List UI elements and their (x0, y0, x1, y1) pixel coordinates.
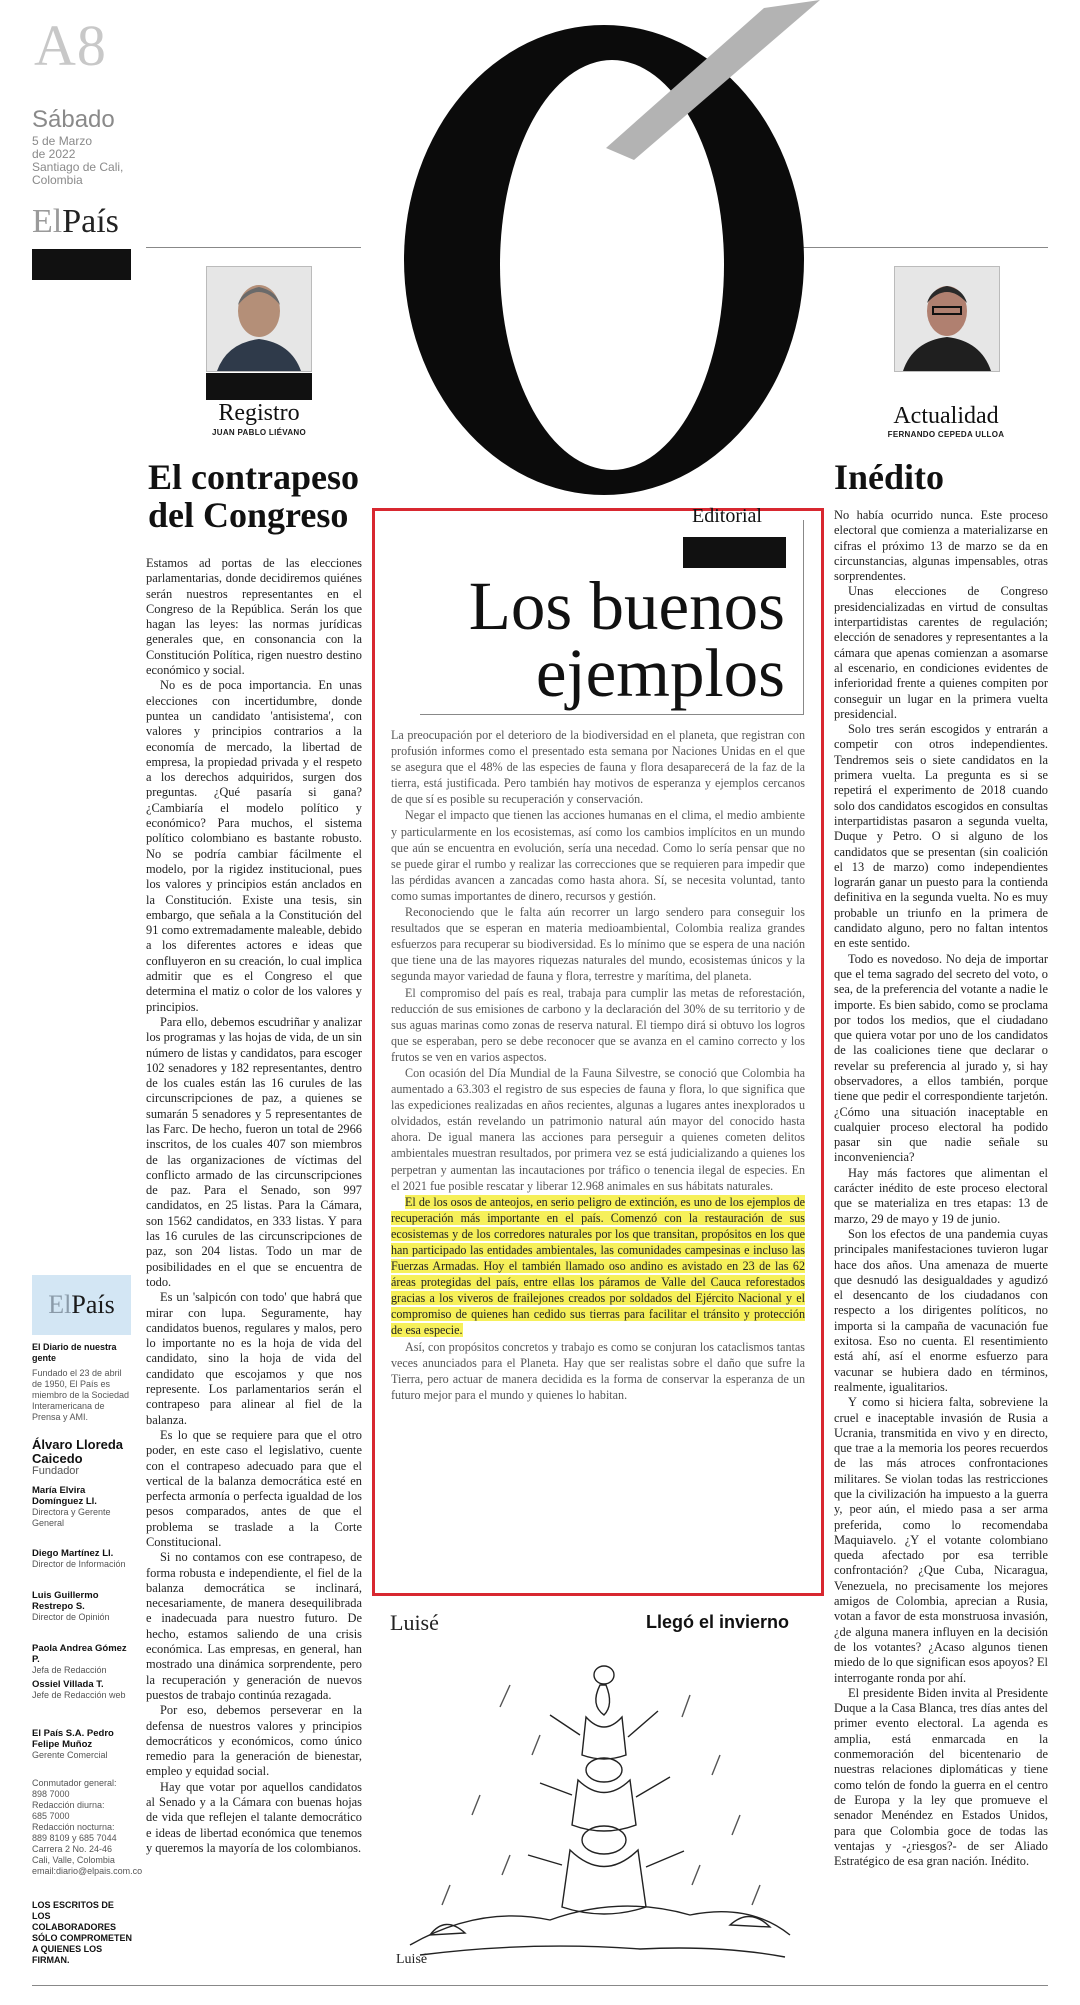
contact-line: Carrera 2 No. 24-46 (32, 1844, 113, 1854)
staff-entry (32, 1643, 132, 1676)
contact-line: Cali, Valle, Colombia (32, 1855, 115, 1865)
issue-date-line: 5 de Marzo (32, 134, 93, 148)
avatar (207, 267, 311, 371)
staff-name: Paola Andrea Gómez P. (32, 1643, 127, 1665)
editorial-frame-rule (420, 714, 804, 715)
contact-line: 685 7000 (32, 1811, 70, 1821)
editorial-title (420, 568, 785, 711)
article-paragraph: Son los efectos de una pandemia cuyas principales manifestaciones tuvieron lugar hace dos años. Una amenaza de muerte que desnudó las desigualdades y agudizó el desencanto de los ciudadanos con respecto a los dirigentes políticos, no importa si la campaña de vacunación fue exitosa. Eso no cuenta. El resentimiento está ahí, así el enorme esfuerzo para vacunar se hubiera dado en términos, realmente, igualitarios. (834, 1226, 1048, 1394)
editorial-lead: La preocupación por el deterioro de la biodiversidad en el planeta, que registran con profusión informes como el presentado esta semana por Naciones Unidas en el que se asegura que el 48% de las especies de fauna y flora desaparecerá de la faz de la tierra, está justificada. Pero también hay motivos de esperanza y ejemplos cercanos de que sí es posible su recuperación y conservación. (391, 728, 805, 807)
cartoon-title: Llegó el invierno (646, 1612, 790, 1632)
highlighted-paragraph (391, 1194, 805, 1339)
issue-date-line: Colombia (32, 173, 83, 187)
article-paragraph: Hay que votar por aquellos candidatos al Senado y a la Cámara con buenas hojas de vida que reflejen el talante democrático e ideas de libertad económica que tenemos y queremos la mayoría de los colombianos. (146, 1779, 362, 1855)
contact-line: Redacción nocturna: (32, 1822, 115, 1832)
columnist-author-left: JUAN PABLO LIÉVANO (212, 428, 306, 437)
staff-entry (32, 1548, 132, 1570)
title-line: Los buenos (468, 568, 785, 644)
right-article-body (834, 508, 1048, 1869)
cartoon-figure (596, 1685, 610, 1715)
o-inner (500, 60, 724, 470)
staff-founding-note: Fundado el 23 de abril de 1950, El País es miembro de la Sociedad Interamericana de Prensa y AMI. (32, 1368, 130, 1422)
left-article-headline (148, 458, 368, 534)
issue-date-line: Santiago de Cali, (32, 160, 124, 174)
top-rule (146, 247, 361, 248)
article-paragraph: Si no contamos con ese contrapeso, de forma robusta e independiente, el fiel de la balanza democrática se inclinará, necesariamente, de manera desequilibrada e inadecuada para nuestro futuro. De hecho, estamos saliendo de una crisis económica. Las empresas, en general, han mostrado una dinámica sorprendente, pero la recuperación y generación de nuevos puestos de trabajo continúa rezagada. (146, 1550, 362, 1702)
staff-role: Jefe de Redacción web (32, 1690, 126, 1700)
issue-day: Sábado (32, 106, 115, 133)
staff-name: Álvaro Lloreda Caicedo (32, 1437, 124, 1466)
staff-tagline: El Diario de nuestra gente (32, 1342, 117, 1363)
columnist-section-right: Actualidad (893, 403, 999, 429)
columnist-caption-bar (206, 373, 312, 400)
text-highlight: El de los osos de anteojos, en serio peligro de extinción, es uno de los ejemplos de recuperación más importante en el país. Comenzó con la restauración de sus ecosistemas y de los corredores naturales por los que transitan, propósitos en los que han participado las entidades ambientales, las comunidades campesinas e incluso las Fuerzas Armadas. Hoy el también llamado oso andino es avistado en 23 de las 62 áreas protegidas del país, entre ellas los páramos de Valle del Cauca reforestados gracias a los viveros de frailejones creados por soldados del Ejército Nacional y el compromiso de quienes han cedido sus tierras para facilitar el tránsito y protección de esa especie. (391, 1194, 805, 1338)
article-paragraph: Para ello, debemos escudriñar y analizar los programas y las hojas de vida, de un sin número de listas y candidatos, para escoger 102 senadores y 182 representantes, dentro de los cuales están las 16 curules de las circunscripciones de paz, a quienes se sumarán 5 senadores y 5 representantes de las Farc. De hecho, fueron un total de 2966 inscritos, de los cuales 407 son miembros de las organizaciones de víctimas del conflicto armado de las circunscripciones de paz. Para el Senado, son 997 candidatos, en 25 listas. Para la Cámara, son 1562 candidatos, en 333 listas. Y para las 16 curules de las circunscripciones de paz, son 204 listas. Todo un mar de posibilidades en el que se encuentra de todo. (146, 1014, 362, 1289)
brand-logo-part: País (62, 203, 119, 240)
article-paragraph: Todo es novedoso. No deja de importar que el tema sagrado del secreto del voto, o sea, de la preferencia del votante a nadie le importe. Es bien sabido, como se proclama por todos los medios, que el ciudadano que quiera votar por uno de los candidatos de las coaliciones tiene que declarar o revelar su preferencia al jurado y, si hay observadores, a ellos también, porque tiene que pedir el correspondiente tarjetón. ¿Cómo una situación inaceptable en cualquier proceso electoral ha podido pasar sin que nadie señale su inconveniencia? (834, 951, 1048, 1165)
contact-line: email:diario@elpais.com.co (32, 1866, 143, 1876)
article-paragraph: Estamos ad portas de las elecciones parlamentarias, donde decidiremos quiénes serán nuestros representantes en el Congreso de la República. Serán los que hagan las leyes: las normas jurídicas generales que, en consonancia con la Constitución Política, rigen nuestro destino económico y social. (146, 556, 362, 678)
staff-name: María Elvira Domínguez Ll. (32, 1485, 97, 1507)
article-paragraph: Y como si hiciera falta, sobreviene la cruel e inaceptable invasión de Rusia a Ucrania, transmitida en vivo y en directo, que trae a la memoria los peores recuerdos de las más atroces confrontaciones militares. Se violan todas las restricciones que la civilización ha impuesto a la guerra y, peor aún, el miedo pasa a ser arma preferida, como lo recomendaba Maquiavelo. ¿Y el votante colombiano queda afectado por esa terrible confrontación? ¿Que Cuba, Nicaragua, Venezuela, no precisamente los mejores amigos de Colombia, aprecian a Rusia, votan a favor de esta monstruosa invasión, ¿de alguna manera influyen en la decisión de los votantes? ¿Acaso algunos tienen miedo de lo que significan esos apoyos? El interrogante ronda por ahí. (834, 1395, 1048, 1685)
staff-founder (32, 1438, 132, 1477)
article-paragraph: No había ocurrido nunca. Este proceso electoral que comienza a materializarse en cifras el próximo 13 de marzo se da en circunstancias, algunas impensables, otras sorprendentes. (834, 508, 1048, 584)
article-paragraph: Reconociendo que le falta aún recorrer un largo sendero para conseguir los resultados que se esperan en materia medioambiental, Colombia realiza grandes esfuerzos para recuperar su biodiversidad. Es lo mínimo que se espera de una nación que tiene una de las mayores riquezas naturales del mundo, ecosistemas únicos y la segunda mayor variedad de fauna y flora, terrestre y marítima, del planeta. (391, 905, 805, 984)
article-paragraph: El compromiso del país es real, trabaja para cumplir las metas de reforestación, reducción de sus emisiones de carbono y la declaración del 30% de su territorio y de sus aguas marinas como zonas de reserva natural. El tiempo dirá si obtuvo los logros que se esperaban, pero se debe reconocer que se avanza en el camino correcto y los frutos se ven en varios aspectos. (391, 985, 805, 1064)
staff-name: Diego Martínez Ll. (32, 1548, 114, 1559)
cartoon-drawing (390, 1645, 810, 1970)
brand-bar (32, 249, 131, 280)
staff-role: Director de Información (32, 1559, 126, 1569)
staff-role: Directora y Gerente General (32, 1507, 111, 1528)
article-paragraph: Es lo que se requiere para que el otro poder, en este caso el legislativo, cuente con el contrapeso adecuado para que el vertical de la balanza democrática esté en perfecta armonía o perfecta igualdad de los pesos comparados, antes de que el problema se traslade a la Corte Constitucional. (146, 1427, 362, 1549)
editorial-bar (683, 537, 786, 568)
article-paragraph: Con ocasión del Día Mundial de la Fauna Silvestre, se conoció que Colombia ha aumentado a 63.303 el registro de sus especies de fauna y flora, lo que significa que las expediciones realizadas en años recientes, algunas a lugares antes inexplorados u olvidados, están revelando un patrimonio natural aún mayor del conocido hasta ahora. De igual manera las acciones para perseguir a quienes cometen delitos ambientales muestran resultados, por primera vez se está judicializando a quienes los perpetran y aumentan las incautaciones por tráfico o tenencia ilegal de especies. En el 2021 fue posible rescatar y liberar 12.968 animales en sus hábitats naturales. (391, 1065, 805, 1193)
article-paragraph: Hay más factores que alimentan el carácter inédito de este proceso electoral que se materializa en tres etapas: 13 de marzo, 29 de mayo y 19 de junio. (834, 1165, 1048, 1226)
page-bottom-rule (32, 1985, 1048, 1986)
opinion-o-graphic (384, 0, 824, 500)
headline-line: El contrapeso (148, 457, 359, 497)
title-line: ejemplos (535, 635, 785, 711)
editorial-body (391, 727, 805, 1403)
contact-line: 889 8109 y 685 7044 (32, 1833, 117, 1843)
staff-role: Fundador (32, 1465, 80, 1477)
columnist-portrait-right (894, 266, 1000, 372)
article-paragraph: Negar el impacto que tienen las acciones humanas en el clima, el medio ambiente y particularmente en los ecosistemas, así como los cambios implícitos en un mundo que aún se encuentra en evolución, sería una necedad. Como lo sería pensar que no se puede girar el rumbo y realizar las correcciones que se requieren para impedir que las pérdidas avancen a zancadas como hasta ahora. Sí, se necesita voluntad, tanto como sumas importantes de dinero, recursos y gestión. (391, 808, 805, 903)
contact-line: Conmutador general: (32, 1778, 117, 1788)
page-number: A8 (34, 13, 107, 78)
article-paragraph: Es un 'salpicón con todo' que habrá que mirar con lupa. Seguramente, hay candidatos buenos, regulares y malos, pero lo importante no es la hoja de vida del candidato, sino la hoja de vida del candidato que escojamos y que nos represente. Los parlamentarios serán el contrapeso para alinear al fiel de la balanza. (146, 1290, 362, 1427)
issue-date-line: de 2022 (32, 147, 76, 161)
columnist-portrait-left (206, 266, 312, 372)
avatar (895, 267, 999, 371)
article-paragraph: El presidente Biden invita al Presidente Duque a la Casa Blanca, tres días antes del primer evento electoral. La agenda es amplia, está enmarcada en la conmemoración del bicentenario de nuestras relaciones diplomáticas y tiene como telón de fondo la guerra en el centro de Europa y la ley que promueve el senador Menéndez en Estados Unidos, para que Colombia goce de todas las ventajas y -¿riesgos?- de ser Aliado Estratégico de esa gran nación. Inédito. (834, 1685, 1048, 1869)
staff-name: Luis Guillermo Restrepo S. (32, 1590, 99, 1612)
top-rule (800, 247, 1048, 248)
staff-contacts (32, 1778, 143, 1877)
staff-name: Ossiel Villada T. (32, 1679, 104, 1690)
staff-role: Director de Opinión (32, 1612, 110, 1622)
staff-box-logo (32, 1275, 131, 1335)
staff-entry (32, 1485, 132, 1529)
article-paragraph: Por eso, debemos perseverar en la defensa de nuestros valores y principios democráticos y económicos, como único remedio para la generación de bienestar, empleo y equidad social. (146, 1703, 362, 1779)
logo-part: País (71, 1290, 115, 1319)
contact-line: Redacción diurna: (32, 1800, 105, 1810)
logo-part: El (48, 1290, 72, 1319)
staff-role: Gerente Comercial (32, 1750, 108, 1760)
cartoon-signature: Luisé (396, 1952, 428, 1967)
right-article-headline: Inédito (834, 457, 945, 497)
staff-role: Jefa de Redacción (32, 1665, 107, 1675)
contact-line: 898 7000 (32, 1789, 70, 1799)
staff-entry (32, 1728, 132, 1761)
cartoon-author: Luisé (390, 1610, 439, 1635)
article-paragraph: Así, con propósitos concretos y trabajo es como se conjuran los cataclismos tantas veces anunciados para el Planeta. Hay que ser realistas sobre el daño que sufre la Tierra, pero actuar de manera decidida es la forma de conservar la esperanza de un futuro mejor para el mundo y quienes lo habitan. (391, 1339, 805, 1402)
left-article-body (146, 556, 362, 1856)
brand-logo (32, 203, 119, 241)
staff-entry (32, 1590, 132, 1623)
staff-entry (32, 1679, 132, 1701)
headline-line: del Congreso (148, 495, 349, 535)
article-paragraph: Solo tres serán escogidos y entrarán a competir con otros independientes. Tendremos seis o siete candidatos en la primera vuelta. La pregunta es si se repetirá el experimento de 2018 cuando solo dos candidatos escogidos en consultas interpartidistas pasaron a segunda vuelta, Duque y Petro. O si alguno de los candidatos que se presentan (sin coalición el 13 de marzo) como independientes lograrán ganar un puesto para la contienda definitiva en la segunda vuelta. No es muy probable un triunfo en la primera de candidato alguno, pero no faltan intentos en este sentido. (834, 722, 1048, 951)
article-paragraph: Unas elecciones de Congreso presidencializadas en virtud de consultas interpartidistas carentes de regulación; elección de senadores y representantes a la cámara que apenas comienzan a asomarse al escenario, en condiciones evidentes de inferioridad frente a quienes compiten por conseguir un lugar en la primera vuelta presidencial. (834, 584, 1048, 721)
columnist-author-right: FERNANDO CEPEDA ULLOA (887, 430, 1005, 439)
article-paragraph: No es de poca importancia. En unas elecciones con incertidumbre, donde puntea un candidato 'antisistema', con valores y principios contrarios a la economía de mercado, la libertad de empresa, la propiedad privada y el respeto a los derechos adquiridos, surgen dos preguntas. ¿Qué pasaría si gana? ¿Cambiaría el modelo político y económico? Para muchos, el sistema político colombiano es bastante robusto. No se podría cambiar fácilmente el modelo, por la rigidez institucional, pues los valores y principios están anclados en la Constitución. Existe una tesis, sin embargo, que señala a la Constitución del 91 como extremadamente maleable, debido a los diferentes actores e ideas que confluyeron en su creación, lo cual implica admitir que es el Congreso el que determina el matiz o color de los valores y principios. (146, 678, 362, 1014)
brand-logo-part: El (32, 203, 63, 240)
editorial-frame-rule (803, 520, 804, 715)
staff-disclaimer: LOS ESCRITOS DE LOS COLABORADORES SÓLO COMPROMETEN A QUIENES LOS FIRMAN. (32, 1900, 133, 1965)
columnist-section-left: Registro (218, 400, 300, 426)
staff-name: El País S.A. Pedro Felipe Muñoz (32, 1728, 114, 1750)
editorial-label: Editorial (692, 505, 762, 527)
